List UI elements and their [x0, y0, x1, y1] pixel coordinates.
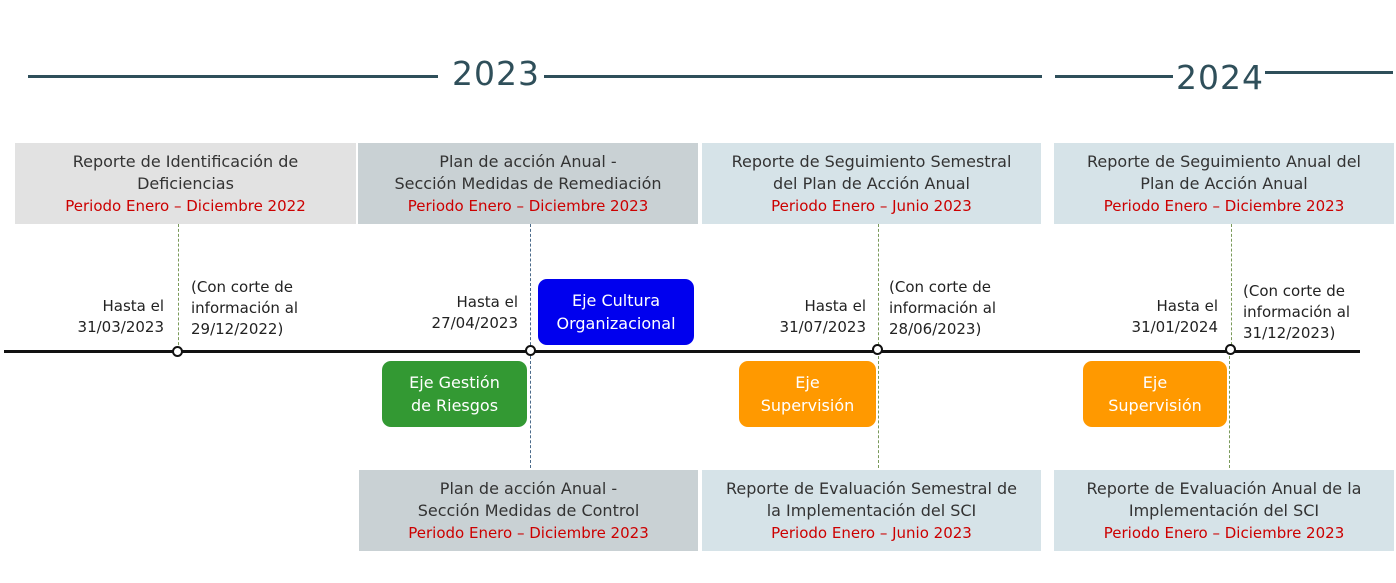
milestone-4-dot: [1225, 344, 1236, 355]
timeline-axis: [4, 350, 1360, 353]
box-title-line2: Deficiencias: [137, 174, 234, 193]
box-title-line1: Reporte de Evaluación Anual de la: [1086, 479, 1362, 498]
box-period: Periodo Enero – Diciembre 2023: [407, 197, 649, 215]
top-box-identificacion: [15, 143, 356, 224]
year-2023-line-left: [28, 75, 438, 78]
corte-line1: (Con corte de: [1243, 282, 1345, 300]
box-period: Periodo Enero – Junio 2023: [771, 524, 972, 542]
box-title-line2: la Implementación del SCI: [766, 501, 977, 520]
corte-line1: (Con corte de: [191, 278, 293, 296]
eje-line2: Supervisión: [760, 396, 855, 415]
eje-supervision-1: [739, 361, 876, 427]
milestone-2-hasta: [404, 292, 518, 334]
corte-line3: 31/12/2023): [1243, 324, 1336, 342]
hasta-label: Hasta el: [804, 297, 866, 315]
top-box-plan-remediacion: [358, 143, 698, 224]
box-title-line2: Implementación del SCI: [1128, 501, 1320, 520]
box-period: Periodo Enero – Junio 2023: [771, 197, 972, 215]
bottom-box-evaluacion-anual: [1054, 470, 1394, 551]
box-title-line1: Reporte de Seguimiento Anual del: [1087, 152, 1361, 171]
hasta-label: Hasta el: [1156, 297, 1218, 315]
top-box-seguimiento-anual: [1054, 143, 1394, 224]
box-title-line2: Plan de Acción Anual: [1140, 174, 1308, 193]
corte-line2: información al: [191, 299, 299, 317]
eje-gestion-riesgos: [382, 361, 527, 427]
milestone-4-hasta: [1104, 296, 1218, 338]
box-period: Periodo Enero – Diciembre 2023: [408, 524, 649, 542]
connector-4-top: [1231, 224, 1232, 350]
hasta-date: 31/01/2024: [1131, 318, 1218, 336]
corte-line2: información al: [889, 299, 997, 317]
bottom-box-evaluacion-semestral: [702, 470, 1041, 551]
corte-line1: (Con corte de: [889, 278, 991, 296]
corte-line2: información al: [1243, 303, 1351, 321]
milestone-3-corte: [889, 277, 1039, 340]
eje-supervision-2: [1083, 361, 1227, 427]
connector-3-top: [878, 224, 879, 350]
hasta-label: Hasta el: [102, 297, 164, 315]
connector-4-bottom: [1229, 356, 1230, 468]
box-period: Periodo Enero – Diciembre 2023: [1103, 524, 1345, 542]
hasta-label: Hasta el: [456, 293, 518, 311]
box-title-line1: Reporte de Evaluación Semestral de: [725, 479, 1018, 498]
hasta-date: 27/04/2023: [431, 314, 518, 332]
milestone-1-hasta: [50, 296, 164, 338]
connector-1: [178, 224, 179, 350]
eje-line1: Eje Gestión: [409, 373, 500, 392]
connector-2-bottom: [530, 356, 531, 468]
box-title-line1: Reporte de Identificación de: [72, 152, 299, 171]
eje-line1: Eje: [795, 373, 820, 392]
top-box-seguimiento-semestral: [702, 143, 1041, 224]
milestone-1-dot: [172, 346, 183, 357]
box-period: Periodo Enero – Diciembre 2022: [65, 197, 306, 215]
box-title-line1: Reporte de Seguimiento Semestral: [731, 152, 1012, 171]
year-2023-label: 2023: [452, 54, 540, 93]
milestone-3-hasta: [752, 296, 866, 338]
box-title-line2: Sección Medidas de Remediación: [394, 174, 662, 193]
year-2024-line-right: [1265, 71, 1393, 74]
eje-line2: Organizacional: [556, 314, 676, 333]
hasta-date: 31/07/2023: [779, 318, 866, 336]
milestone-1-corte: [191, 277, 341, 340]
eje-cultura-organizacional: [538, 279, 694, 345]
milestone-3-dot: [872, 344, 883, 355]
hasta-date: 31/03/2023: [77, 318, 164, 336]
eje-line1: Eje: [1142, 373, 1168, 392]
connector-3-bottom: [878, 356, 879, 468]
box-title-line2: Sección Medidas de Control: [417, 501, 640, 520]
bottom-box-plan-control: [359, 470, 698, 551]
box-title-line1: Plan de acción Anual -: [439, 479, 618, 498]
connector-2-top: [530, 224, 531, 350]
eje-line2: de Riesgos: [410, 396, 499, 415]
box-title-line2: del Plan de Acción Anual: [773, 174, 970, 193]
milestone-2-dot: [525, 345, 536, 356]
eje-line1: Eje Cultura: [571, 291, 661, 310]
year-2023-line-right: [544, 75, 1042, 78]
corte-line3: 28/06/2023): [889, 320, 982, 338]
corte-line3: 29/12/2022): [191, 320, 284, 338]
box-period: Periodo Enero – Diciembre 2023: [1103, 197, 1345, 215]
year-2024-line-left: [1055, 75, 1173, 78]
milestone-4-corte: [1243, 281, 1393, 344]
eje-line2: Supervisión: [1108, 396, 1202, 415]
year-2024-label: 2024: [1176, 58, 1264, 97]
box-title-line1: Plan de acción Anual -: [439, 152, 617, 171]
